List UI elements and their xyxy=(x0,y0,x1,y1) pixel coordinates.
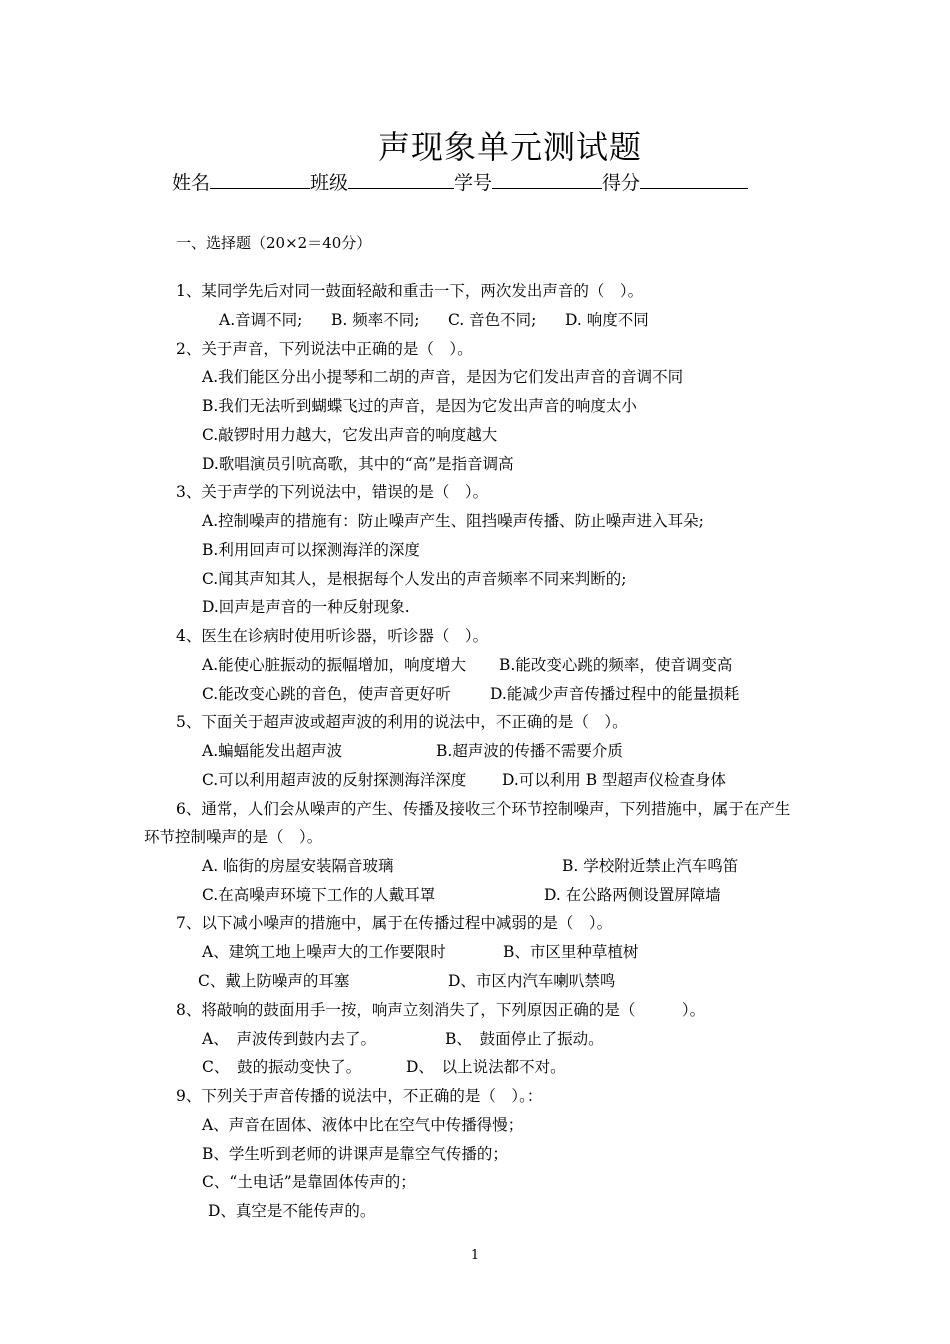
question-option: C.闻其声知其人，是根据每个人发出的声音频率不同来判断的; xyxy=(202,570,627,588)
id-label: 学号 xyxy=(454,172,493,194)
question-option: D. 响度不同 xyxy=(565,311,649,329)
question-option: B.我们无法听到蝴蝶飞过的声音，是因为它发出声音的响度太小 xyxy=(202,397,637,415)
question-option: B. 学校附近禁止汽车鸣笛 xyxy=(562,857,739,875)
question-stem: 7、以下减小噪声的措施中，属于在传播过程中减弱的是（ ）。 xyxy=(176,914,613,932)
question-option: C.能改变心跳的音色，使声音更好听 xyxy=(202,685,451,703)
question-stem: 1、某同学先后对同一鼓面轻敲和重击一下，两次发出声音的（ ）。 xyxy=(176,282,644,300)
question-option: D、 以上说法都不对。 xyxy=(406,1058,566,1076)
question-option: A.音调不同; xyxy=(219,311,303,329)
question-option: A、建筑工地上噪声大的工作要限时 xyxy=(202,943,446,961)
question-stem: 4、医生在诊病时使用听诊器，听诊器（ ）。 xyxy=(176,627,489,645)
question-stem: 5、下面关于超声波或超声波的利用的说法中，不正确的是（ ）。 xyxy=(176,713,628,731)
question-option: C.可以利用超声波的反射探测海洋深度 xyxy=(202,771,467,789)
question-stem: 3、关于声学的下列说法中，错误的是（ ）。 xyxy=(176,483,489,501)
question-option: C、 鼓的振动变快了。 xyxy=(202,1058,362,1076)
question-stem-continued: 环节控制噪声的是（ ）。 xyxy=(144,828,323,846)
question-option: D、市区内汽车喇叭禁鸣 xyxy=(448,972,616,990)
student-info-line xyxy=(172,168,748,195)
question-stem: 9、下列关于声音传播的说法中，不正确的是（ ）。： xyxy=(176,1087,543,1105)
question-option: B.利用回声可以探测海洋的深度 xyxy=(202,541,420,559)
question-option: B.超声波的传播不需要介质 xyxy=(436,742,623,760)
question-option: C、“土电话”是靠固体传声的； xyxy=(202,1173,416,1191)
question-option: C. 音色不同; xyxy=(448,311,537,329)
name-blank xyxy=(210,170,310,189)
question-option: B、学生听到老师的讲课声是靠空气传播的； xyxy=(202,1145,508,1163)
question-option: C、戴上防噪声的耳塞 xyxy=(198,972,350,990)
question-option: B.能改变心跳的频率，使音调变高 xyxy=(499,656,733,674)
section-heading: 一、选择题（20×2＝40分） xyxy=(176,234,372,252)
class-label: 班级 xyxy=(310,172,349,194)
question-option: A、声音在固体、液体中比在空气中传播得慢； xyxy=(202,1116,524,1134)
name-label: 姓名 xyxy=(172,172,211,194)
question-option: A.能使心脏振动的振幅增加，响度增大 xyxy=(202,656,467,674)
question-option: C.在高噪声环境下工作的人戴耳罩 xyxy=(202,886,436,904)
id-blank xyxy=(492,170,602,189)
question-option: D.可以利用 B 型超声仪检查身体 xyxy=(502,771,727,789)
question-option: D、真空是不能传声的。 xyxy=(208,1202,376,1220)
question-option: B、 鼓面停止了振动。 xyxy=(445,1030,604,1048)
question-option: A.控制噪声的措施有：防止噪声产生、阻挡噪声传播、防止噪声进入耳朵; xyxy=(202,512,704,530)
score-blank xyxy=(640,170,748,189)
class-blank xyxy=(348,170,454,189)
question-option: A、 声波传到鼓内去了。 xyxy=(202,1030,376,1048)
question-stem: 2、关于声音，下列说法中正确的是（ ）。 xyxy=(176,340,473,358)
question-option: D.能减少声音传播过程中的能量损耗 xyxy=(490,685,740,703)
question-option: A. 临街的房屋安装隔音玻璃 xyxy=(202,857,394,875)
question-option: B. 频率不同; xyxy=(331,311,420,329)
question-option: D.歌唱演员引吭高歌，其中的“高”是指音调高 xyxy=(202,455,514,473)
score-label: 得分 xyxy=(602,172,641,194)
question-option: A.我们能区分出小提琴和二胡的声音，是因为它们发出声音的音调不同 xyxy=(202,368,684,386)
question-stem: 6、通常，人们会从噪声的产生、传播及接收三个环节控制噪声，下列措施中，属于在产生 xyxy=(176,800,791,818)
question-option: A.蝙蝠能发出超声波 xyxy=(202,742,343,760)
page-number: 1 xyxy=(470,1248,480,1263)
question-option: C.敲锣时用力越大，它发出声音的响度越大 xyxy=(202,426,498,444)
question-option: D. 在公路两侧设置屏障墙 xyxy=(544,886,721,904)
question-option: D.回声是声音的一种反射现象. xyxy=(202,598,410,616)
question-option: B、市区里种草植树 xyxy=(503,943,639,961)
page-title: 声现象单元测试题 xyxy=(377,128,642,166)
question-stem: 8、将敲响的鼓面用手一按，响声立刻消失了，下列原因正确的是（ ）。 xyxy=(176,1001,706,1019)
